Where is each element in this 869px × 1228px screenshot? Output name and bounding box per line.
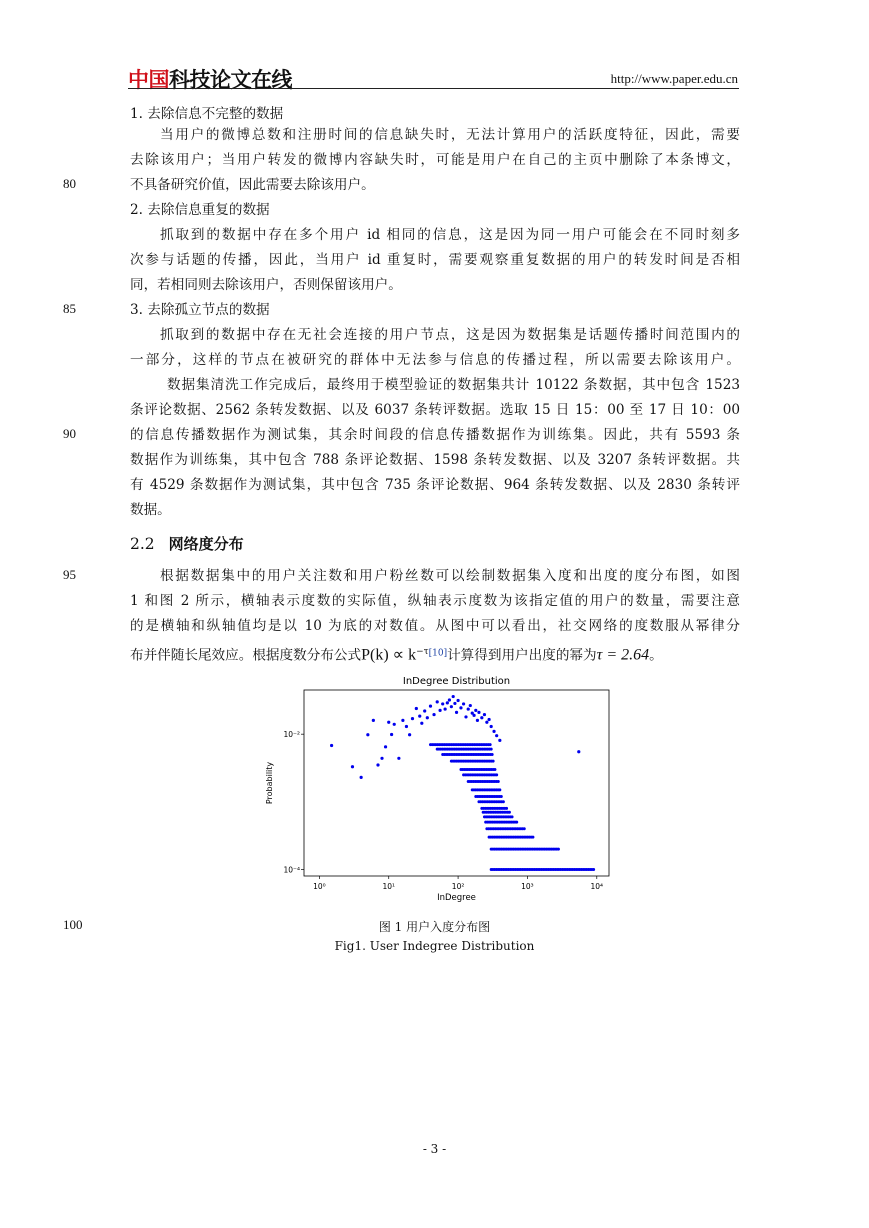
- data-point: [366, 733, 369, 736]
- data-point: [330, 744, 333, 747]
- body-line: 次参与话题的传播，因此，当用户 id 重复时，需要观察重复数据的用户的转发时间是否相: [130, 252, 740, 268]
- data-point: [489, 743, 492, 746]
- data-point: [491, 753, 494, 756]
- x-tick-label: 10³: [521, 882, 534, 891]
- data-point: [464, 715, 467, 718]
- data-point: [372, 719, 375, 722]
- body-line: 根据数据集中的用户关注数和用户粉丝数可以绘制数据集入度和出度的度分布图，如图: [160, 568, 740, 584]
- chart-title: InDegree Distribution: [402, 676, 511, 687]
- data-point: [436, 700, 439, 703]
- body-line: 一部分，这样的节点在被研究的群体中无法参与信息的传播过程，所以需要去除该用户。: [130, 352, 740, 368]
- data-point: [393, 723, 396, 726]
- body-line: 当用户的微博总数和注册时间的信息缺失时，无法计算用户的活跃度特征，因此，需要: [160, 127, 740, 143]
- data-point: [498, 739, 501, 742]
- journal-logo: 中国科技论文在线: [128, 68, 292, 92]
- data-point: [387, 721, 390, 724]
- data-point: [418, 715, 421, 718]
- data-point: [592, 868, 595, 871]
- data-point: [577, 750, 580, 753]
- data-point: [441, 702, 444, 705]
- x-axis-label: InDegree: [437, 893, 476, 903]
- body-line: 抓取到的数据中存在无社会连接的用户节点，这是因为数据集是话题传播时间范围内的: [160, 327, 740, 343]
- x-tick-label: 10²: [451, 882, 465, 891]
- data-point: [485, 721, 488, 724]
- data-point: [469, 704, 472, 707]
- data-point: [462, 702, 465, 705]
- section-heading: 2.2 网络度分布: [130, 535, 244, 553]
- header-url[interactable]: http://www.paper.edu.cn: [610, 71, 738, 86]
- data-point: [523, 827, 526, 830]
- data-point: [438, 709, 441, 712]
- data-point: [477, 711, 480, 714]
- body-line: 去除该用户；当用户转发的微博内容缺失时，可能是用户在自己的主页中删除了本条博文，: [130, 152, 740, 168]
- data-point: [480, 716, 483, 719]
- data-point: [411, 717, 414, 720]
- x-tick-label: 10⁰: [313, 882, 326, 891]
- data-point: [450, 705, 453, 708]
- data-point: [492, 730, 495, 733]
- data-point: [455, 711, 458, 714]
- data-point: [459, 706, 462, 709]
- body-line: 同，若相同则去除该用户，否则保留该用户。: [130, 277, 402, 293]
- data-point: [490, 725, 493, 728]
- page-number: - 3 -: [422, 1142, 447, 1156]
- data-point: [390, 733, 393, 736]
- line-number: 100: [63, 917, 83, 932]
- list-item-title: 1. 去除信息不完整的数据: [130, 106, 284, 122]
- header-rule: [128, 88, 739, 89]
- body-line: 的是横轴和纵轴值均是以 10 为底的对数值。从图中可以看出，社交网络的度数服从幂律分: [130, 618, 740, 634]
- data-point: [360, 776, 363, 779]
- data-point: [380, 757, 383, 760]
- data-point: [557, 848, 560, 851]
- list-item-title: 3. 去除孤立节点的数据: [130, 302, 270, 318]
- data-point: [401, 719, 404, 722]
- data-point: [408, 733, 411, 736]
- data-point: [493, 768, 496, 771]
- line-number: 95: [63, 567, 76, 582]
- data-point: [505, 807, 508, 810]
- body-line: 1 和图 2 所示，横轴表示度数的实际值，纵轴表示度数为该指定值的用户的数量，需要注意: [130, 593, 740, 609]
- data-point: [420, 722, 423, 725]
- data-point: [376, 763, 379, 766]
- body-line: 条评论数据、2562 条转发数据、以及 6037 条转评数据。选取 15 日 15：00 至 17 日 10：00: [130, 402, 740, 418]
- data-point: [498, 788, 501, 791]
- body-line: 数据集清洗工作完成后，最终用于模型验证的数据集共计 10122 条数据，其中包含 1523: [167, 377, 740, 393]
- data-point: [453, 702, 456, 705]
- data-point: [508, 811, 511, 814]
- data-point: [472, 714, 475, 717]
- indegree-chart: [262, 672, 612, 912]
- data-point: [384, 745, 387, 748]
- line-number: 85: [63, 301, 76, 316]
- data-point: [487, 718, 490, 721]
- body-line: 不具备研究价值，因此需要去除该用户。: [130, 177, 375, 193]
- data-point: [429, 705, 432, 708]
- data-point: [476, 719, 479, 722]
- data-point: [452, 695, 455, 698]
- data-point: [448, 698, 451, 701]
- x-tick-label: 10¹: [382, 882, 396, 891]
- body-line: 数据作为训练集，其中包含 788 条评论数据、1598 条转发数据、以及 3207 条转评数据。共: [130, 452, 740, 468]
- data-point: [351, 765, 354, 768]
- data-point: [495, 773, 498, 776]
- plot-frame: [304, 690, 609, 876]
- data-point: [515, 821, 518, 824]
- y-axis-label: Probability: [265, 761, 274, 805]
- data-point: [497, 780, 500, 783]
- data-point: [444, 707, 447, 710]
- data-point: [500, 795, 503, 798]
- data-point: [397, 757, 400, 760]
- data-point: [405, 725, 408, 728]
- line-number: 80: [63, 176, 76, 191]
- figure-caption-cn: 图 1 用户入度分布图: [378, 920, 491, 934]
- data-point: [483, 713, 486, 716]
- data-point: [492, 760, 495, 763]
- data-point: [446, 701, 449, 704]
- data-point: [426, 716, 429, 719]
- data-point: [415, 707, 418, 710]
- body-line: 布并伴随长尾效应。根据度数分布公式P(k) ∝ k$^{-\tau[10]}$计算得到用户出度的幂为τ = 2.64。: [130, 646, 663, 664]
- data-point: [467, 707, 470, 710]
- tau-value: τ = 2.64: [596, 646, 650, 664]
- x-tick-label: 10⁴: [590, 882, 604, 891]
- data-point: [490, 748, 493, 751]
- body-line: 的信息传播数据作为测试集，其余时间段的信息传播数据作为训练集。因此，共有 5593 条: [130, 427, 740, 443]
- body-line: 有 4529 条数据作为测试集，其中包含 735 条评论数据、964 条转发数据、以及 2830 条转评: [130, 477, 740, 493]
- line-number: 90: [63, 426, 76, 441]
- data-point: [474, 709, 477, 712]
- formula-exponent: −τ: [416, 647, 429, 657]
- data-point: [456, 699, 459, 702]
- y-tick-label: 10⁻²: [283, 730, 300, 740]
- data-point: [432, 713, 435, 716]
- data-point: [502, 800, 505, 803]
- body-line: 抓取到的数据中存在多个用户 id 相同的信息，这是因为同一用户可能会在不同时刻多: [160, 227, 740, 243]
- data-point: [495, 734, 498, 737]
- data-point: [511, 815, 514, 818]
- citation-link[interactable]: [10]: [428, 648, 448, 659]
- figure-caption-en: Fig1. User Indegree Distribution: [334, 939, 535, 953]
- data-point: [531, 836, 534, 839]
- formula: P(k) ∝ k: [361, 646, 417, 664]
- data-point: [423, 709, 426, 712]
- body-line: 数据。: [130, 502, 171, 518]
- list-item-title: 2. 去除信息重复的数据: [130, 202, 270, 218]
- y-tick-label: 10⁻⁴: [283, 865, 300, 875]
